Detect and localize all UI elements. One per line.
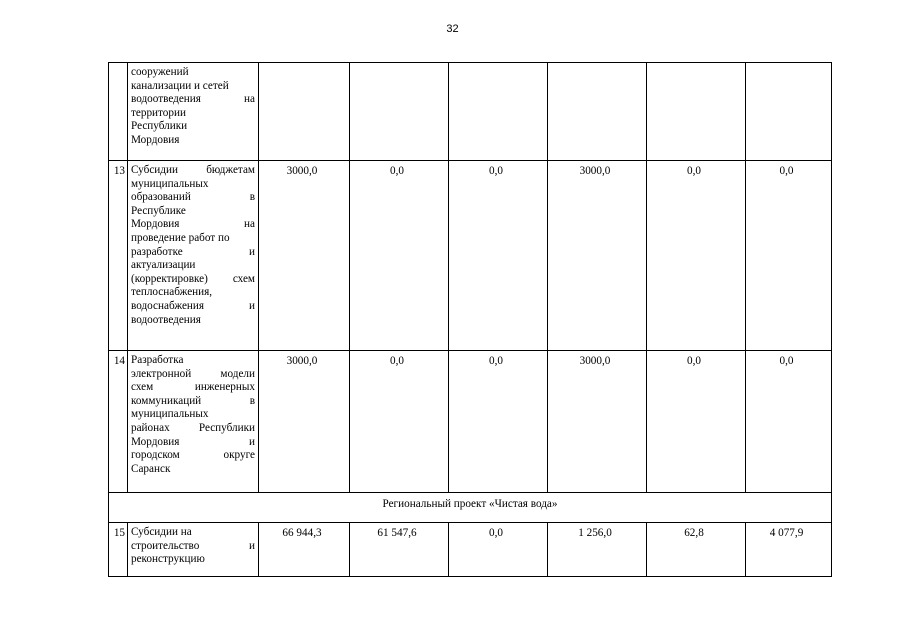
row-name-line: водоотведения	[131, 313, 201, 326]
word: районах	[131, 421, 170, 434]
value-cell: 0,0	[350, 161, 449, 351]
value-cell: 3000,0	[259, 351, 350, 493]
word: схем	[131, 381, 154, 394]
value-cell: 0,0	[647, 161, 746, 351]
value-cell: 0,0	[746, 351, 832, 493]
value-cell: 1 256,0	[548, 523, 647, 577]
row-name-line: Мордовия	[131, 133, 180, 146]
value-cell: 4 077,9	[746, 523, 832, 577]
word: водоотведения	[131, 93, 201, 106]
row-name-line: канализации и сетей	[131, 79, 229, 92]
word: электронной	[131, 367, 192, 380]
word: строительство	[131, 539, 200, 552]
row-name-line: территории	[131, 106, 186, 119]
value-cell	[548, 63, 647, 161]
row-name-line: теплоснабжения,	[131, 286, 213, 299]
value-cell: 0,0	[350, 351, 449, 493]
section-title: Региональный проект «Чистая вода»	[109, 493, 832, 523]
value-cell	[449, 63, 548, 161]
table-body	[109, 63, 832, 577]
word: в	[249, 394, 255, 407]
row-name	[128, 63, 259, 161]
row-name-line: муниципальных	[131, 177, 209, 190]
row-name-line	[131, 273, 255, 287]
table-row	[109, 351, 832, 493]
word: Субсидии	[131, 164, 178, 176]
row-name-line: Республике	[131, 204, 186, 217]
value-cell: 61 547,6	[350, 523, 449, 577]
word: бюджетам	[206, 164, 255, 176]
row-name-line	[131, 540, 255, 554]
word: схем	[232, 272, 255, 285]
value-cell: 3000,0	[548, 161, 647, 351]
row-name-line: муниципальных	[131, 408, 209, 421]
row-name-line: Субсидии на	[131, 526, 192, 538]
row-name-line	[131, 164, 255, 178]
value-cell: 0,0	[647, 351, 746, 493]
word: образований	[131, 191, 191, 204]
word: Мордовия	[131, 435, 180, 448]
row-name-line: сооружений	[131, 66, 189, 78]
value-cell: 3000,0	[548, 351, 647, 493]
word: округе	[223, 449, 255, 462]
table-row	[109, 161, 832, 351]
value-cell: 0,0	[746, 161, 832, 351]
word: Республики	[198, 421, 255, 434]
row-name-line	[131, 422, 255, 436]
value-cell: 3000,0	[259, 161, 350, 351]
word: (корректировке)	[131, 272, 208, 285]
word: водоснабжения	[131, 299, 205, 312]
word: коммуникаций	[131, 394, 202, 407]
row-name	[128, 351, 259, 493]
word: и	[249, 299, 255, 312]
word: разработке	[131, 245, 183, 258]
section-row	[109, 493, 832, 523]
table-row	[109, 523, 832, 577]
word: городском	[131, 449, 180, 462]
value-cell: 0,0	[449, 351, 548, 493]
budget-table	[108, 62, 832, 577]
row-name-line: проведение работ по	[131, 231, 230, 244]
word: на	[244, 218, 255, 231]
word: и	[249, 539, 255, 552]
value-cell: 0,0	[449, 161, 548, 351]
row-name-line	[131, 300, 255, 314]
table-row	[109, 63, 832, 161]
row-name-line	[131, 368, 255, 382]
row-name-line	[131, 93, 255, 107]
value-cell	[746, 63, 832, 161]
row-name-line: Саранск	[131, 462, 171, 475]
row-name-line	[131, 436, 255, 450]
word: на	[244, 93, 255, 106]
row-name	[128, 161, 259, 351]
word: и	[249, 435, 255, 448]
row-name-line	[131, 381, 255, 395]
row-name-line	[131, 395, 255, 409]
value-cell: 62,8	[647, 523, 746, 577]
row-number: 14	[109, 351, 128, 493]
row-name-line: Республики	[131, 120, 188, 133]
value-cell	[647, 63, 746, 161]
word: и	[249, 245, 255, 258]
value-cell	[350, 63, 449, 161]
word: Мордовия	[131, 218, 180, 231]
row-number: 13	[109, 161, 128, 351]
value-cell	[259, 63, 350, 161]
row-name-line	[131, 191, 255, 205]
row-name-line	[131, 246, 255, 260]
value-cell: 0,0	[449, 523, 548, 577]
page-number: 32	[446, 23, 459, 35]
row-name-line: актуализации	[131, 259, 196, 272]
word: инженерных	[194, 381, 255, 394]
row-number	[109, 63, 128, 161]
word: в	[249, 191, 255, 204]
row-name	[128, 523, 259, 577]
row-name-line	[131, 449, 255, 463]
word: модели	[220, 367, 255, 380]
row-number: 15	[109, 523, 128, 577]
value-cell: 66 944,3	[259, 523, 350, 577]
row-name-line: Разработка	[131, 354, 184, 366]
row-name-line	[131, 218, 255, 232]
row-name-line: реконструкцию	[131, 553, 205, 566]
